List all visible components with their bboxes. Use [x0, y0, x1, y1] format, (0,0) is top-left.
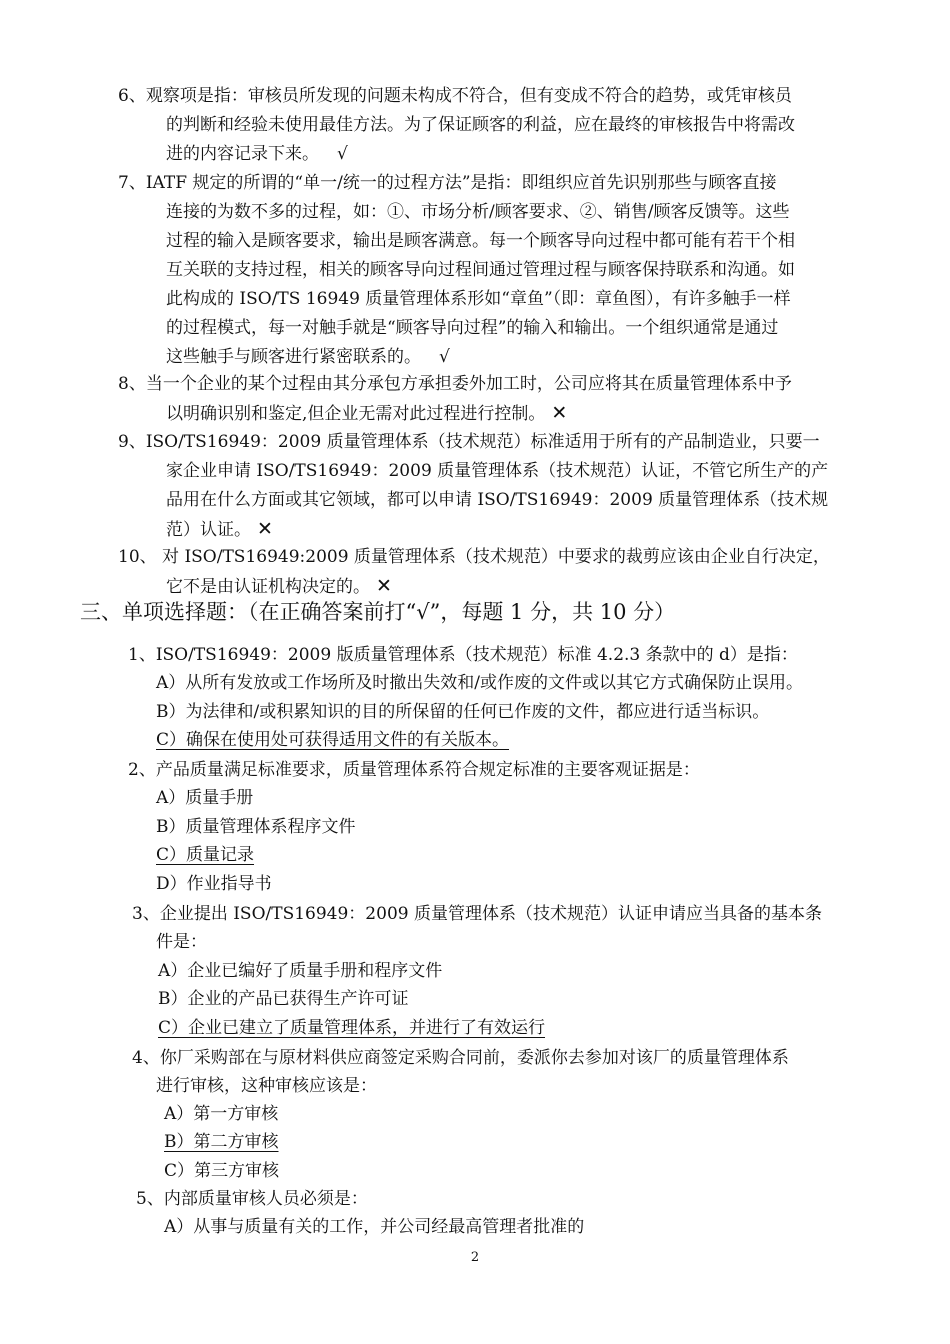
question-3-continued: 件是： [156, 932, 207, 952]
text-line: 连接的为数不多的过程，如：①、市场分析/顾客要求、②、销售/顾客反馈等。这些 [166, 202, 790, 222]
option-c-answer: C）质量记录 [156, 845, 255, 865]
text-line: 家企业申请 ISO/TS16949：2009 质量管理体系（技术规范）认证，不管它所生产的产 [166, 461, 829, 481]
question-4: 4、你厂采购部在与原材料供应商签定采购合同前，委派你去参加对该厂的质量管理体系 [132, 1048, 789, 1068]
text-line: 6、观察项是指：审核员所发现的问题未构成不符合，但有变成不符合的趋势，或凭审核员 [118, 86, 792, 106]
cross-mark-icon: ✕ [257, 518, 273, 540]
tf-item-10 [118, 543, 830, 601]
text-line: 品用在什么方面或其它领域，都可以申请 ISO/TS16949：2009 质量管理体系（技术规 [166, 490, 829, 510]
text-line: 互关联的支持过程，相关的顾客导向过程间通过管理过程与顾客保持联系和沟通。如 [166, 260, 795, 280]
text-line: 以明确识别和鉴定,但企业无需对此过程进行控制。 ✕ [166, 402, 568, 424]
check-mark-icon: √ [337, 144, 348, 164]
option-a: A）第一方审核 [164, 1104, 279, 1124]
tf-item-8 [118, 370, 792, 428]
option-d: D）作业指导书 [156, 874, 272, 894]
text-line: 这些触手与顾客进行紧密联系的。 √ [166, 347, 450, 367]
cross-mark-icon: ✕ [551, 402, 568, 424]
text-line: 8、当一个企业的某个过程由其分承包方承担委外加工时，公司应将其在质量管理体系中予 [118, 374, 792, 394]
check-mark-icon: √ [439, 347, 450, 367]
cross-mark-icon: ✕ [376, 575, 392, 597]
text-line: 过程的输入是顾客要求，输出是顾客满意。每一个顾客导向过程中都可能有若干个相 [166, 231, 795, 251]
section-heading: 三、单项选择题：（在正确答案前打“√”，每题 1 分，共 10 分） [80, 600, 676, 624]
text-line: 的判断和经验未使用最佳方法。为了保证顾客的利益，应在最终的审核报告中将需改 [166, 115, 795, 135]
text-line: 的过程模式，每一对触手就是“顾客导向过程”的输入和输出。一个组织通常是通过 [166, 318, 779, 338]
option-a: A）企业已编好了质量手册和程序文件 [158, 961, 443, 981]
text-line: 此构成的 ISO/TS 16949 质量管理体系形如“章鱼”（即：章鱼图），有许多触手一样 [166, 289, 791, 309]
option-b: B）为法律和/或积累知识的目的所保留的任何已作废的文件，都应进行适当标识。 [156, 702, 770, 722]
option-a: A）从事与质量有关的工作，并公司经最高管理者批准的 [164, 1217, 585, 1237]
text-line: 7、IATF 规定的所谓的“单一/统一的过程方法”是指：即组织应首先识别那些与顾客直接 [118, 173, 777, 193]
text-line: 进的内容记录下来。 √ [166, 144, 348, 164]
text-line: 9、ISO/TS16949：2009 质量管理体系（技术规范）标准适用于所有的产品制造业，只要一 [118, 432, 820, 452]
tf-item-6 [118, 82, 795, 169]
text-line: 它不是由认证机构决定的。 ✕ [166, 575, 392, 597]
option-c: C）第三方审核 [164, 1161, 280, 1181]
question-5: 5、内部质量审核人员必须是： [136, 1189, 368, 1209]
tf-item-7 [118, 169, 795, 372]
question-1: 1、ISO/TS16949：2009 版质量管理体系（技术规范）标准 4.2.3 条款中的 d）是指： [128, 645, 798, 665]
page-number: 2 [470, 1250, 480, 1265]
option-c-answer: C）确保在使用处可获得适用文件的有关版本。 [156, 730, 510, 750]
option-a: A）质量手册 [156, 788, 254, 808]
text-line: 范）认证。 ✕ [166, 518, 273, 540]
question-3: 3、企业提出 ISO/TS16949：2009 质量管理体系（技术规范）认证申请应当具备的基本条 [132, 904, 822, 924]
text-line: 10、 对 ISO/TS16949:2009 质量管理体系（技术规范）中要求的裁剪应该由企业自行决定， [118, 547, 830, 567]
option-c-answer: C）企业已建立了质量管理体系，并进行了有效运行 [158, 1018, 546, 1038]
question-2: 2、产品质量满足标准要求，质量管理体系符合规定标准的主要客观证据是： [128, 760, 700, 780]
option-b-answer: B）第二方审核 [164, 1132, 279, 1152]
option-b: B）企业的产品已获得生产许可证 [158, 989, 409, 1009]
question-4-continued: 进行审核，这种审核应该是： [156, 1076, 377, 1096]
option-b: B）质量管理体系程序文件 [156, 817, 356, 837]
option-a: A）从所有发放或工作场所及时撤出失效和/或作废的文件或以其它方式确保防止误用。 [156, 673, 804, 693]
tf-item-9 [118, 428, 828, 544]
